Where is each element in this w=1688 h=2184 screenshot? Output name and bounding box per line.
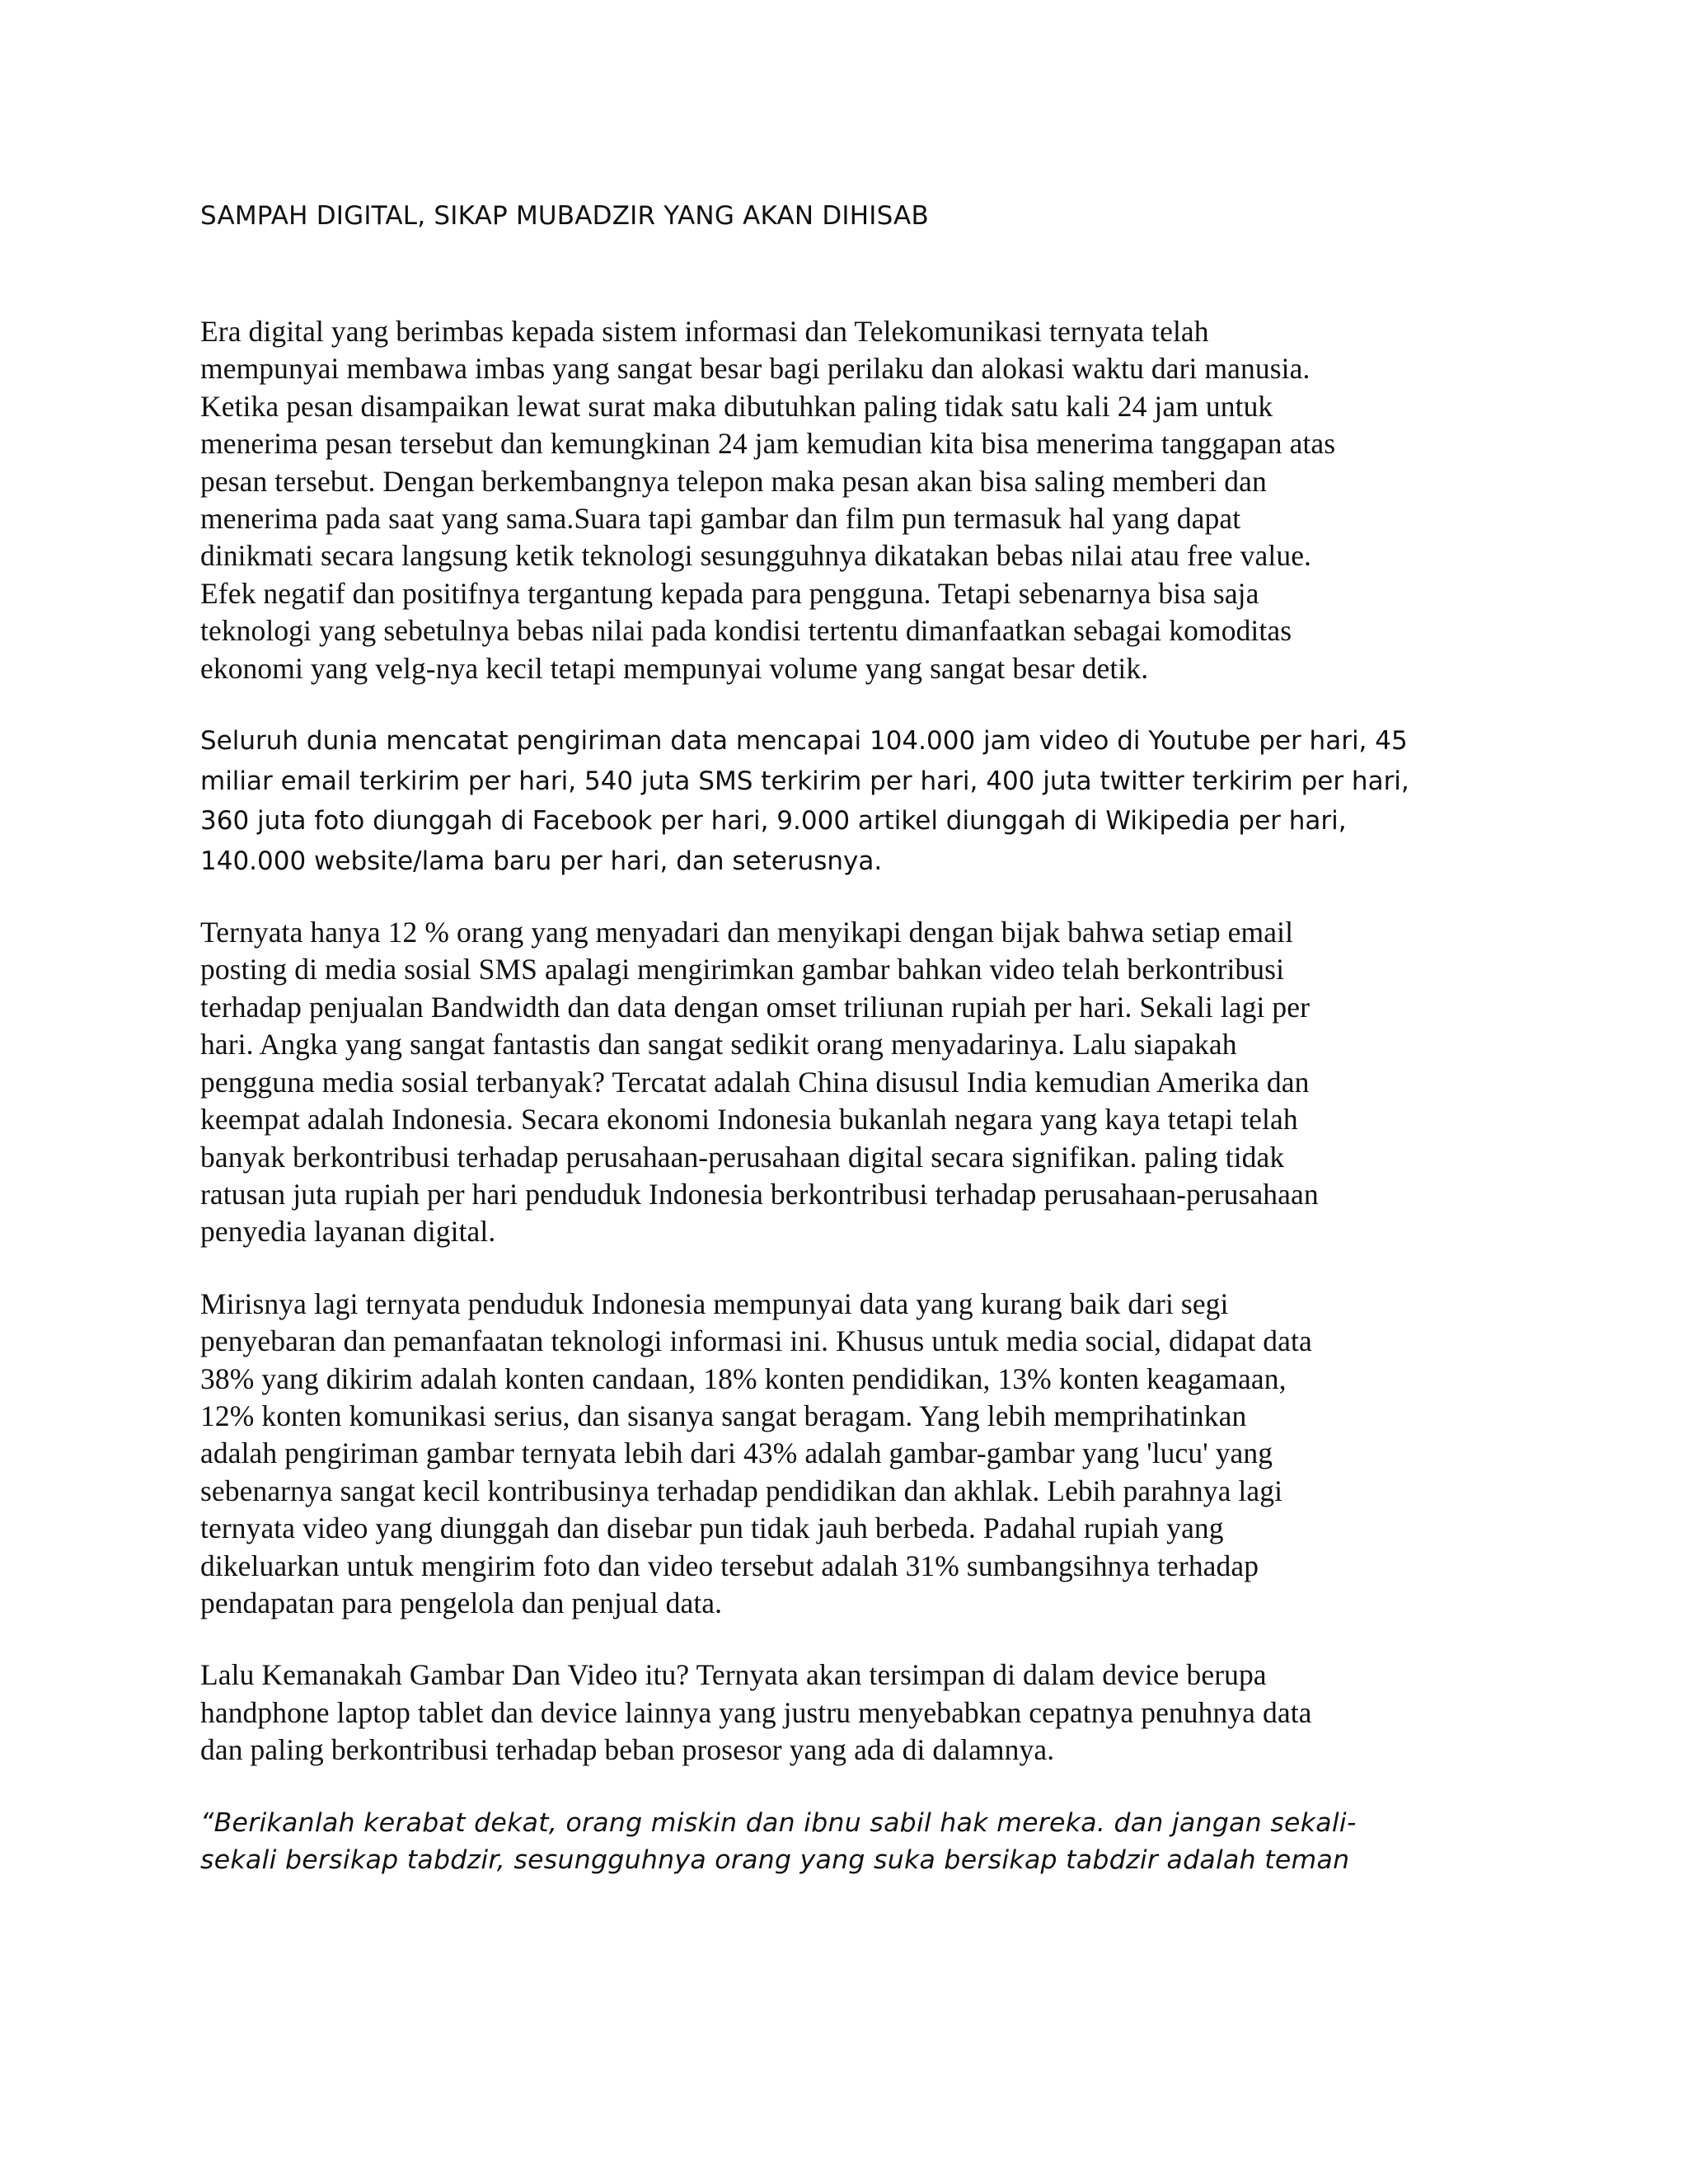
quote-line: “Berikanlah kerabat dekat, orang miskin dan ibnu sabil hak mereka. dan jangan sekali-	[200, 1807, 1357, 1838]
text-line: keempat adalah Indonesia. Secara ekonomi Indonesia bukanlah negara yang kaya tetapi telah	[200, 1103, 1298, 1137]
text-line: Seluruh dunia mencatat pengiriman data mencapai 104.000 jam video di Youtube per hari, 45	[200, 726, 1408, 757]
text-line: dan paling berkontribusi terhadap beban prosesor yang ada di dalamnya.	[200, 1733, 1055, 1767]
text-line: Lalu Kemanakah Gambar Dan Video itu? Ternyata akan tersimpan di dalam device berupa	[200, 1658, 1267, 1692]
paragraph-intro	[200, 313, 1486, 687]
text-line: hari. Angka yang sangat fantastis dan sangat sedikit orang menyadarinya. Lalu siapakah	[200, 1028, 1237, 1062]
text-line: 12% konten komunikasi serius, dan sisanya sangat beragam. Yang lebih memprihatinkan	[200, 1399, 1247, 1432]
quote-line: sekali bersikap tabdzir, sesungguhnya orang yang suka bersikap tabdzir adalah teman	[200, 1844, 1350, 1875]
text-line: pesan tersebut. Dengan berkembangnya telepon maka pesan akan bisa saling memberi dan	[200, 464, 1267, 498]
text-line: ternyata video yang diunggah dan disebar pun tidak jauh berbeda. Padahal rupiah yang	[200, 1511, 1224, 1545]
text-line: 38% yang dikirim adalah konten candaan, 18% konten pendidikan, 13% konten keagamaan,	[200, 1361, 1287, 1395]
text-line: pendapatan para pengelola dan penjual data.	[200, 1586, 723, 1619]
text-line: penyebaran dan pemanfaatan teknologi informasi ini. Khusus untuk media social, didapat data	[200, 1324, 1312, 1358]
text-line: Efek negatif dan positifnya tergantung kepada para pengguna. Tetapi sebenarnya bisa saja	[200, 576, 1259, 610]
paragraph-storage	[200, 1657, 1486, 1769]
document-title: SAMPAH DIGITAL, SIKAP MUBADZIR YANG AKAN DIHISAB	[200, 201, 929, 231]
text-line: sebenarnya sangat kecil kontribusinya terhadap pendidikan dan akhlak. Lebih parahnya lagi	[200, 1474, 1283, 1507]
document-body	[200, 199, 1486, 1879]
text-line: miliar email terkirim per hari, 540 juta SMS terkirim per hari, 400 juta twitter terkirim per hari,	[200, 766, 1409, 796]
text-line: menerima pada saat yang sama.Suara tapi gambar dan film pun termasuk hal yang dapat	[200, 502, 1241, 536]
paragraph-statistics	[200, 721, 1486, 881]
text-line: 360 juta foto diunggah di Facebook per hari, 9.000 artikel diunggah di Wikipedia per hari,	[200, 806, 1347, 837]
text-line: ratusan juta rupiah per hari penduduk Indonesia berkontribusi terhadap perusahaan-perusahaan	[200, 1177, 1319, 1211]
text-line: 140.000 website/lama baru per hari, dan seterusnya.	[200, 846, 883, 876]
paragraph-quote	[200, 1805, 1486, 1879]
text-line: Era digital yang berimbas kepada sistem informasi dan Telekomunikasi ternyata telah	[200, 315, 1209, 348]
text-line: terhadap penjualan Bandwidth dan data dengan omset triliunan rupiah per hari. Sekali lagi per	[200, 990, 1311, 1024]
paragraph-content-share	[200, 1286, 1486, 1623]
text-line: handphone laptop tablet dan device lainnya yang justru menyebabkan cepatnya penuhnya data	[200, 1695, 1312, 1729]
text-line: Ketika pesan disampaikan lewat surat maka dibutuhkan paling tidak satu kali 24 jam untuk	[200, 389, 1273, 423]
text-line: ekonomi yang velg-nya kecil tetapi mempunyai volume yang sangat besar detik.	[200, 651, 1149, 685]
text-line: menerima pesan tersebut dan kemungkinan 24 jam kemudian kita bisa menerima tanggapan atas	[200, 427, 1336, 461]
text-line: dikeluarkan untuk mengirim foto dan video tersebut adalah 31% sumbangsihnya terhadap	[200, 1549, 1259, 1582]
text-line: dinikmati secara langsung ketik teknologi sesungguhnya dikatakan bebas nilai atau free value.	[200, 539, 1312, 573]
text-line: penyedia layanan digital.	[200, 1215, 496, 1249]
text-line: mempunyai membawa imbas yang sangat besar bagi perilaku dan alokasi waktu dari manusia.	[200, 352, 1311, 386]
text-line: teknologi yang sebetulnya bebas nilai pada kondisi tertentu dimanfaatkan sebagai komoditas	[200, 614, 1292, 648]
text-line: pengguna media sosial terbanyak? Tercatat adalah China disusul India kemudian Amerika dan	[200, 1065, 1310, 1099]
paragraph-awareness	[200, 914, 1486, 1251]
text-line: posting di media sosial SMS apalagi mengirimkan gambar bahkan video telah berkontribusi	[200, 953, 1285, 987]
text-line: banyak berkontribusi terhadap perusahaan-perusahaan digital secara signifikan. paling tidak	[200, 1140, 1285, 1174]
text-line: Mirisnya lagi ternyata penduduk Indonesia mempunyai data yang kurang baik dari segi	[200, 1286, 1229, 1320]
text-line: Ternyata hanya 12 % orang yang menyadari dan menyikapi dengan bijak bahwa setiap email	[200, 916, 1294, 949]
text-line: adalah pengiriman gambar ternyata lebih dari 43% adalah gambar-gambar yang 'lucu' yang	[200, 1436, 1273, 1470]
